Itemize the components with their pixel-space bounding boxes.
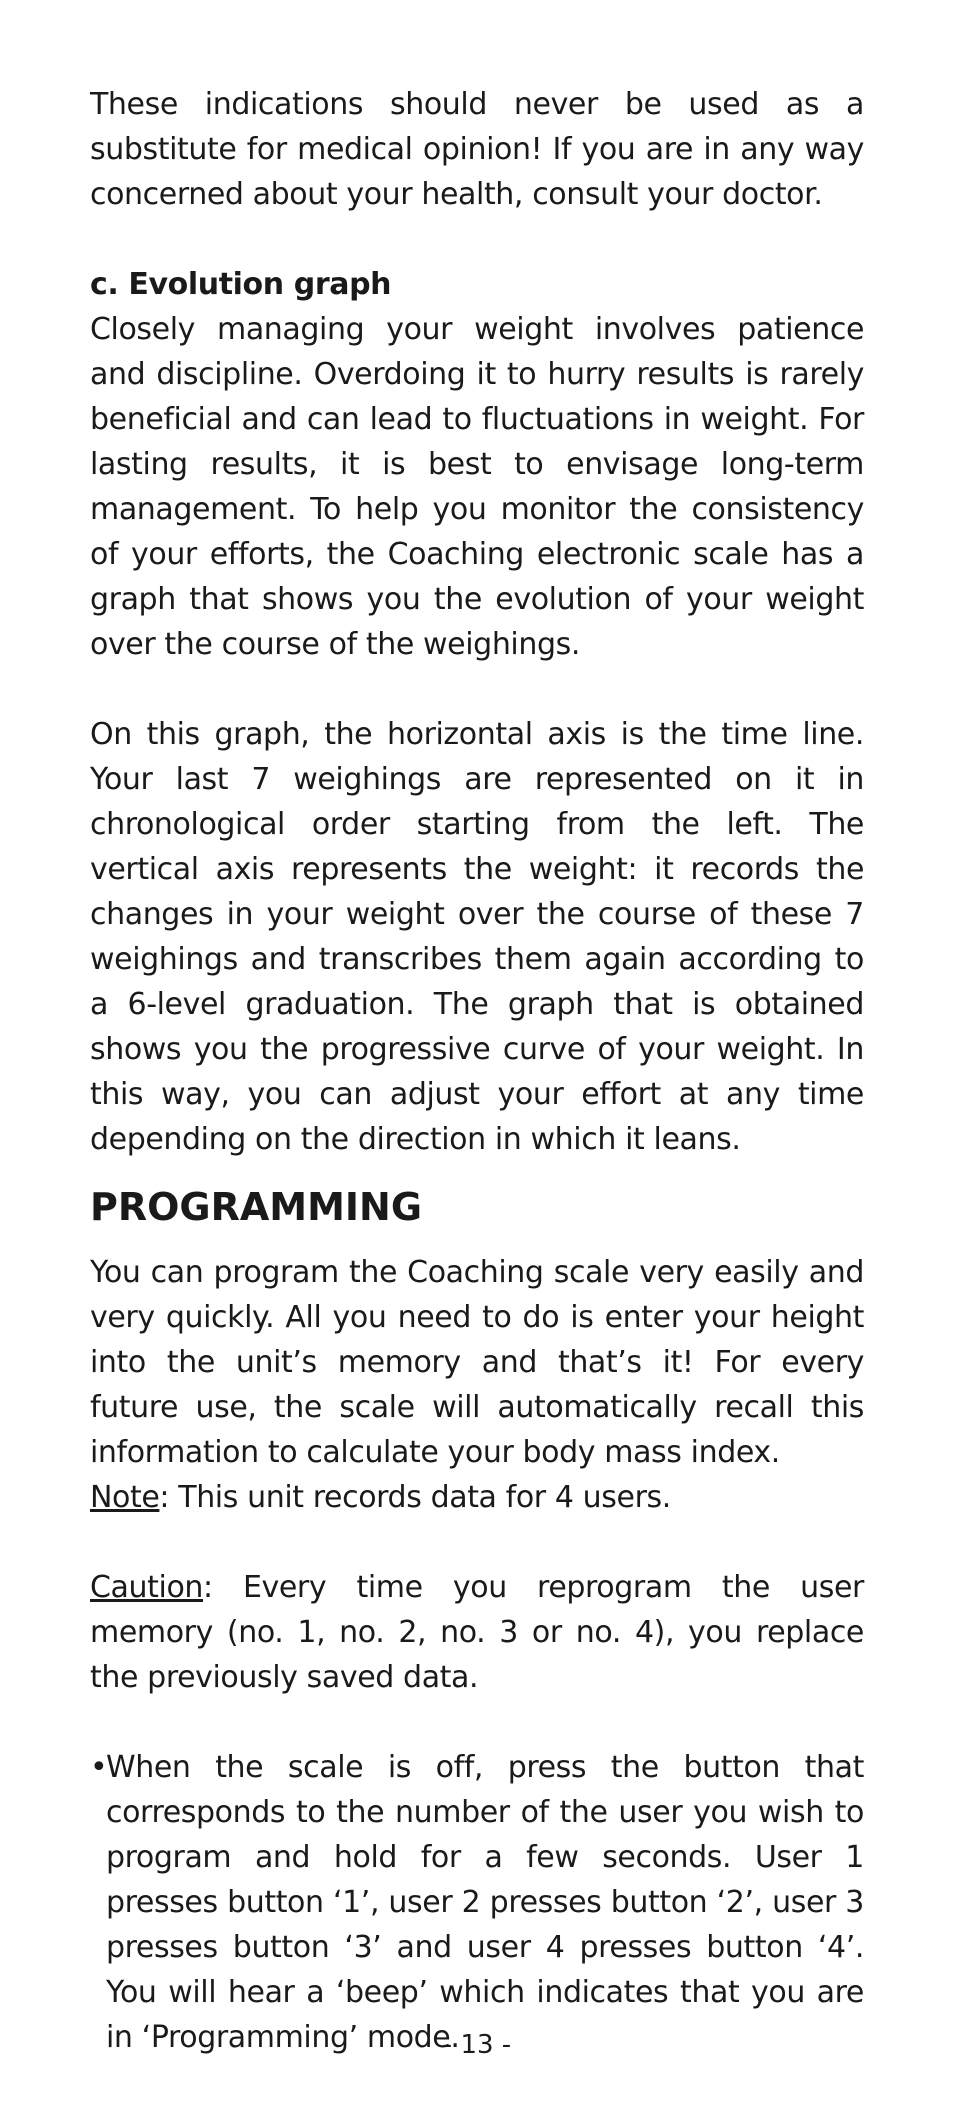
spacer	[90, 667, 864, 712]
note-label: Note	[90, 1480, 160, 1515]
spacer	[90, 1700, 864, 1745]
programming-paragraph: You can program the Coaching scale very easily and very quickly. All you need to do is enter your height into the unit’s memory and that’s it! For every future use, the scale will automatically recall this information to calculate your body mass index.	[90, 1255, 864, 1470]
note-line	[90, 1475, 864, 1520]
evolution-paragraph-1: Closely managing your weight involves patience and discipline. Overdoing it to hurry results is rarely beneficial and can lead to fluctuations in weight. For lasting results, it is best to envisage long-term management. To help you monitor the consistency of your efforts, the Coaching electronic scale has a graph that shows you the evolution of your weight over the course of the weighings.	[90, 312, 864, 662]
bullet-dot: •	[90, 1750, 108, 1785]
caution-paragraph	[90, 1565, 864, 1700]
bullet-text: When the scale is off, press the button that corresponds to the number of the user you wish to program and hold for a few seconds. User 1 presses button ‘1’, user 2 presses button ‘2’, user 3 presses button ‘3’ and user 4 presses button ‘4’. You will hear a ‘beep’ which indicates that you are in ‘Programming’ mode.	[106, 1750, 864, 2055]
instruction-bullet	[90, 1745, 864, 2060]
health-warning-paragraph: These indications should never be used as a substitute for medical opinion! If you are in any way concerned about your health, consult your doctor.	[90, 87, 864, 212]
caution-label: Caution	[90, 1570, 204, 1605]
evolution-graph-heading: c. Evolution graph	[90, 267, 392, 302]
evolution-paragraph-2: On this graph, the horizontal axis is the time line. Your last 7 weighings are represented on it in chronological order starting from the left. The vertical axis represents the weight: it records the changes in your weight over the course of these 7 weighings and transcribes them again according to a 6-level graduation. The graph that is obtained shows you the progressive curve of your weight. In this way, you can adjust your effort at any time depending on the direction in which it leans.	[90, 717, 864, 1157]
page-body	[90, 82, 864, 2060]
spacer	[90, 217, 864, 262]
caution-text: : Every time you reprogram the user memory (no. 1, no. 2, no. 3 or no. 4), you replace the previously saved data.	[90, 1570, 864, 1695]
note-text: : This unit records data for 4 users.	[159, 1480, 671, 1515]
spacer	[90, 1520, 864, 1565]
page-number: - 13 -	[442, 2030, 512, 2060]
programming-title: PROGRAMMING	[90, 1185, 423, 1229]
